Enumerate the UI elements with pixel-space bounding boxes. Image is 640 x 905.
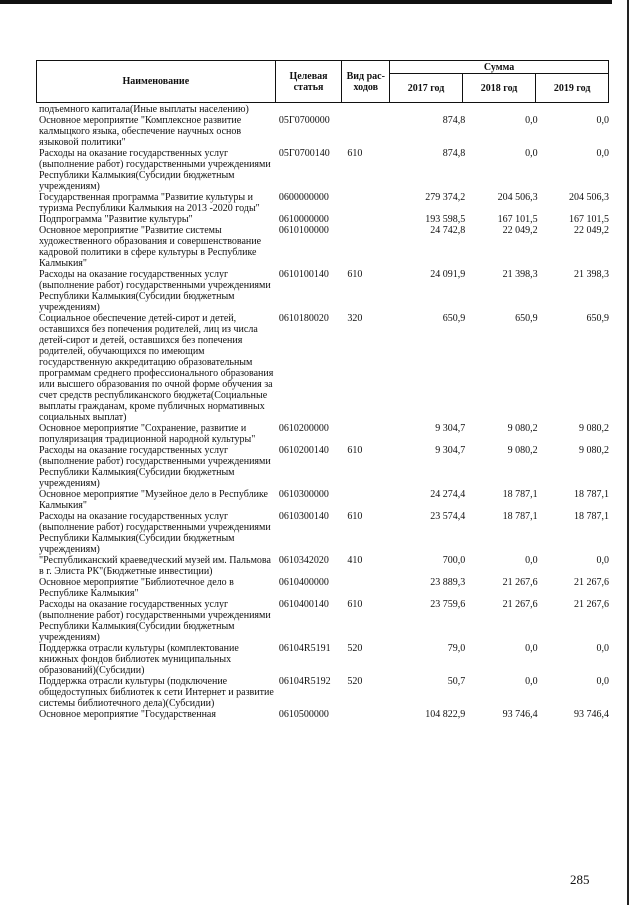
cell-code: 06104R5192 — [278, 676, 331, 687]
cell-v2019: 9 080,2 — [579, 423, 610, 434]
cell-v2018: 18 787,1 — [502, 489, 538, 500]
table-row — [36, 555, 609, 577]
top-border — [0, 0, 612, 4]
cell-v2019: 167 101,5 — [569, 214, 610, 225]
table-row — [36, 511, 609, 555]
table-row — [36, 489, 609, 511]
cell-code: 0610100140 — [278, 269, 329, 280]
cell-name: Поддержка отрасли культуры (комплектование книжных фондов библиотек муниципальных образований)(Субсидии) — [39, 643, 239, 676]
cell-code: 0610342020 — [278, 555, 329, 566]
cell-v2017: 279 374,2 — [425, 192, 466, 203]
cell-v2017: 9 304,7 — [435, 445, 466, 456]
table-row — [36, 115, 609, 148]
cell-v2019: 0,0 — [596, 643, 610, 654]
cell-v2019: 21 267,6 — [574, 599, 610, 610]
cell-v2018: 167 101,5 — [497, 214, 538, 225]
cell-v2019: 18 787,1 — [574, 489, 610, 500]
header-2017: 2017 год — [390, 74, 463, 103]
cell-name: Государственная программа "Развитие культуры и туризма Республики Калмыкия на 2013 -2020 годы" — [39, 192, 260, 214]
cell-code: 0610180020 — [278, 313, 329, 324]
cell-v2019: 21 398,3 — [574, 269, 610, 280]
cell-name: Расходы на оказание государственных услуг (выполнение работ) государственными учреждениями Республики Калмыкия(Субсидии бюджетным учреждениям) — [39, 511, 271, 555]
cell-v2017: 23 574,4 — [430, 511, 466, 522]
cell-vid: 320 — [347, 313, 363, 324]
table-header — [36, 60, 609, 103]
cell-v2017: 24 091,9 — [430, 269, 466, 280]
cell-vid: 610 — [347, 445, 363, 456]
cell-name: Поддержка отрасли культуры (подключение общедоступных библиотек к сети Интернет и развитие системы библиотечного дела)(Субсидии) — [39, 676, 274, 709]
cell-name: Расходы на оказание государственных услуг (выполнение работ) государственными учреждениями Республики Калмыкия(Субсидии бюджетным учреждениям) — [39, 269, 271, 313]
cell-name: "Республиканский краеведческий музей им. Пальмова в г. Элиста РК"(Бюджетные инвестиции) — [39, 555, 271, 577]
cell-code: 05Г0700000 — [278, 115, 330, 126]
cell-code: 0610200000 — [278, 423, 329, 434]
cell-v2019: 0,0 — [596, 676, 610, 687]
cell-code: 0610200140 — [278, 445, 329, 456]
cell-vid: 520 — [347, 676, 363, 687]
cell-v2019: 18 787,1 — [574, 511, 610, 522]
cell-code: 05Г0700140 — [278, 148, 330, 159]
cell-vid: 610 — [347, 511, 363, 522]
cell-name: Расходы на оказание государственных услуг (выполнение работ) государственными учреждениями Республики Калмыкия(Субсидии бюджетным учреждениям) — [39, 148, 271, 192]
cell-v2017: 23 759,6 — [430, 599, 466, 610]
table-row — [36, 192, 609, 214]
cell-v2018: 21 267,6 — [502, 599, 538, 610]
cell-code: 0610500000 — [278, 709, 329, 720]
cell-v2019: 204 506,3 — [569, 192, 610, 203]
cell-name: подъемного капитала(Иные выплаты населению) — [39, 104, 249, 115]
header-vid: Вид рас-ходов — [342, 61, 390, 103]
table-row — [36, 214, 609, 225]
cell-v2017: 50,7 — [447, 676, 466, 687]
cell-code: 0600000000 — [278, 192, 329, 203]
cell-v2019: 0,0 — [596, 115, 610, 126]
header-code: Целевая статья — [275, 61, 342, 103]
cell-vid: 520 — [347, 643, 363, 654]
cell-v2017: 874,8 — [442, 148, 466, 159]
cell-v2017: 79,0 — [447, 643, 466, 654]
cell-v2018: 0,0 — [525, 115, 538, 126]
table-row — [36, 225, 609, 269]
cell-name: Основное мероприятие "Музейное дело в Республике Калмыкия" — [39, 489, 268, 511]
table-row — [36, 104, 609, 115]
table-body — [36, 104, 609, 720]
header-sum: Сумма — [390, 61, 609, 74]
cell-v2017: 874,8 — [442, 115, 466, 126]
cell-code: 0610300140 — [278, 511, 329, 522]
table-row — [36, 313, 609, 423]
cell-name: Основное мероприятие "Сохранение, развитие и популяризация традиционной народной культуры" — [39, 423, 256, 445]
cell-vid: 410 — [347, 555, 363, 566]
header-2018: 2018 год — [462, 74, 536, 103]
cell-v2018: 0,0 — [525, 148, 538, 159]
cell-name: Основное мероприятие "Библиотечное дело в Республике Калмыкия" — [39, 577, 234, 599]
cell-v2017: 700,0 — [442, 555, 466, 566]
cell-vid: 610 — [347, 269, 363, 280]
table-row — [36, 445, 609, 489]
cell-v2019: 0,0 — [596, 148, 610, 159]
table-row — [36, 423, 609, 445]
right-border — [627, 0, 629, 905]
cell-v2017: 24 742,8 — [430, 225, 466, 236]
cell-v2019: 93 746,4 — [574, 709, 610, 720]
cell-v2017: 104 822,9 — [425, 709, 466, 720]
cell-name: Расходы на оказание государственных услуг (выполнение работ) государственными учреждениями Республики Калмыкия(Субсидии бюджетным учреждениям) — [39, 599, 271, 643]
cell-code: 0610400000 — [278, 577, 329, 588]
cell-name: Социальное обеспечение детей-сирот и детей, оставшихся без попечения родителей, лиц из числа детей-сирот и детей, оставшихся без попечения родителей, обучающихся по имеющим государственную аккредитацию образовательным программам среднего профессионального образования или высшего образования по очной форме обучения за счет средств республиканского бюджета(Социальные выплаты гражданам, кроме публичных нормативных социальных выплат) — [39, 313, 274, 423]
cell-v2019: 9 080,2 — [579, 445, 610, 456]
cell-v2018: 0,0 — [525, 676, 538, 687]
cell-v2018: 22 049,2 — [502, 225, 538, 236]
cell-v2017: 650,9 — [442, 313, 466, 324]
cell-v2018: 204 506,3 — [497, 192, 538, 203]
table-row — [36, 676, 609, 709]
cell-v2017: 23 889,3 — [430, 577, 466, 588]
cell-v2018: 9 080,2 — [507, 423, 538, 434]
page-number: 285 — [570, 872, 590, 887]
cell-v2018: 9 080,2 — [507, 445, 538, 456]
table-row — [36, 577, 609, 599]
cell-name: Подпрограмма "Развитие культуры" — [39, 214, 193, 225]
cell-v2019: 650,9 — [586, 313, 610, 324]
cell-v2018: 18 787,1 — [502, 511, 538, 522]
table-row — [36, 599, 609, 643]
cell-v2017: 193 598,5 — [425, 214, 466, 225]
cell-name: Основное мероприятие "Комплексное развитие калмыцкого языка, обеспечение научных основ языковой политики" — [39, 115, 242, 148]
table-row — [36, 148, 609, 192]
cell-vid: 610 — [347, 599, 363, 610]
cell-name: Расходы на оказание государственных услуг (выполнение работ) государственными учреждениями Республики Калмыкия(Субсидии бюджетным учреждениям) — [39, 445, 271, 489]
cell-v2017: 24 274,4 — [430, 489, 466, 500]
table-row — [36, 269, 609, 313]
cell-v2019: 0,0 — [596, 555, 610, 566]
cell-v2018: 650,9 — [515, 313, 538, 324]
table-row — [36, 643, 609, 676]
cell-code: 0610300000 — [278, 489, 329, 500]
table-row — [36, 709, 609, 720]
cell-v2018: 21 398,3 — [502, 269, 538, 280]
cell-code: 06104R5191 — [278, 643, 331, 654]
cell-v2018: 93 746,4 — [502, 709, 538, 720]
header-name: Наименование — [37, 61, 276, 103]
cell-name: Основное мероприятие "Развитие системы художественного образования и совершенствование кадровой политики в сфере культуры в Республике Калмыкия" — [39, 225, 262, 269]
header-2019: 2019 год — [536, 74, 609, 103]
cell-v2018: 0,0 — [525, 555, 538, 566]
cell-code: 0610100000 — [278, 225, 329, 236]
cell-v2019: 22 049,2 — [574, 225, 610, 236]
cell-code: 0610000000 — [278, 214, 329, 225]
cell-name: Основное мероприятие "Государственная — [39, 709, 216, 720]
cell-v2017: 9 304,7 — [435, 423, 466, 434]
cell-v2018: 21 267,6 — [502, 577, 538, 588]
cell-code: 0610400140 — [278, 599, 329, 610]
cell-v2018: 0,0 — [525, 643, 538, 654]
cell-v2019: 21 267,6 — [574, 577, 610, 588]
cell-vid: 610 — [347, 148, 363, 159]
